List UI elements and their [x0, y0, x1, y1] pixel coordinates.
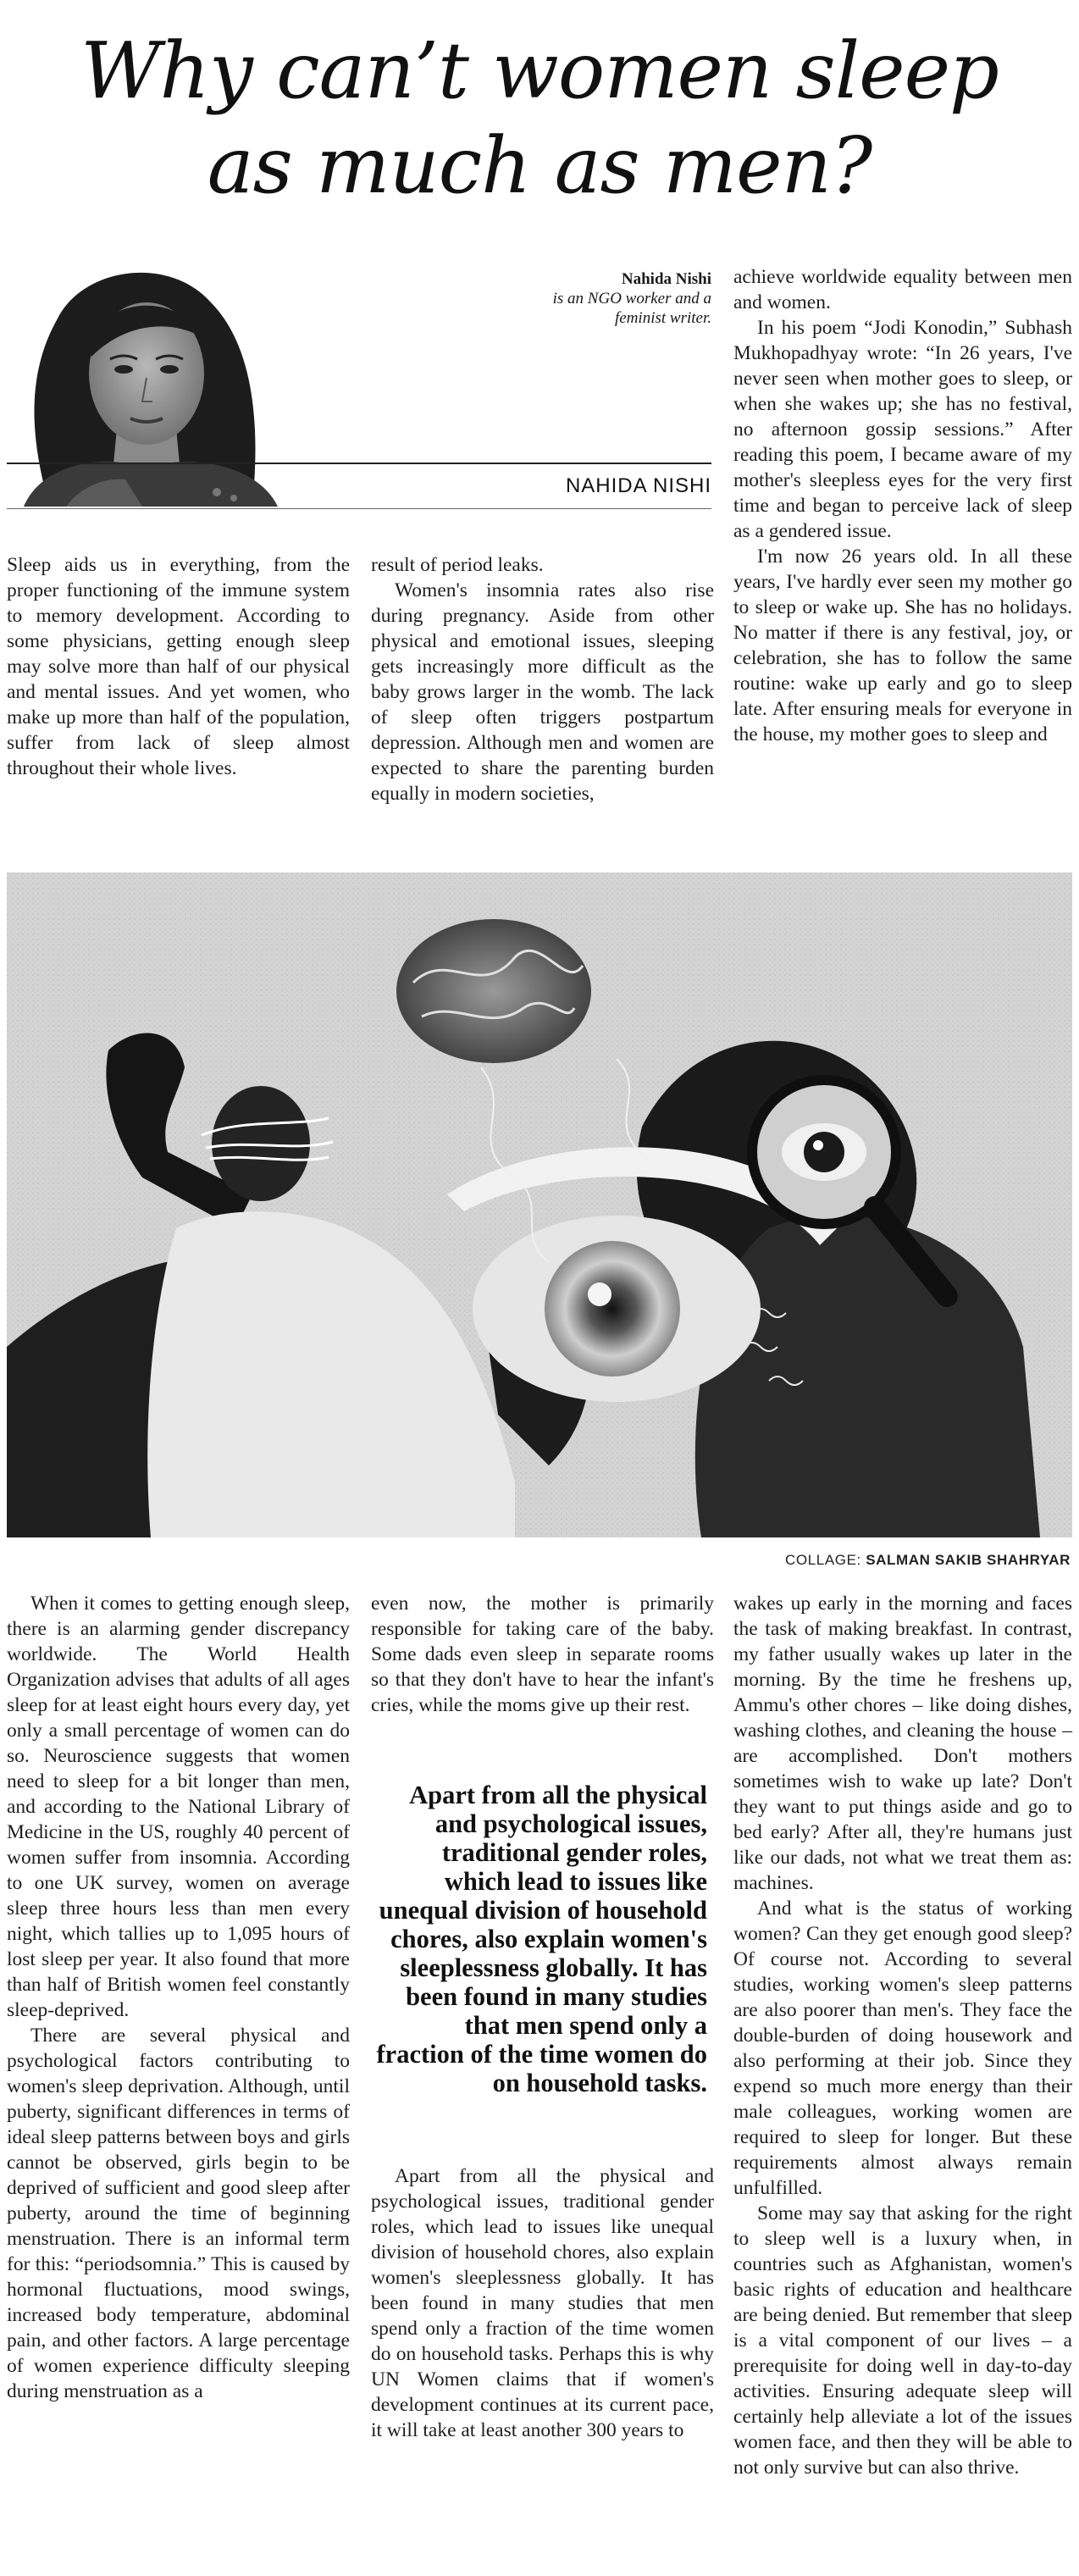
bottom-column-2-bottom: [371, 2163, 714, 2443]
collage-illustration: [7, 873, 1072, 1537]
bottom-column-1: [7, 1591, 350, 2404]
paragraph: Sleep aids us in everything, from the proper functioning of the immune system to memory development. According to some physicians, getting enough sleep may solve more than half of our physical and mental issues. And yet women, who make up more than half of the population, suffer from lack of sleep almost throughout their whole lives.: [7, 554, 350, 779]
author-photo: [7, 251, 298, 507]
top-column-3: [733, 264, 1072, 747]
paragraph: In his poem “Jodi Konodin,” Subhash Mukhopadhyay wrote: “In 26 years, I've never seen when mother goes to sleep, or when she wakes up; she has no festival, no afternoon gossip sessions.” After reading this poem, I became aware of my mother's sleepless eyes for the very first time and began to perceive lack of sleep as a gendered issue.: [733, 317, 1072, 542]
paragraph: There are several physical and psychological factors contributing to women's sleep deprivation. Although, until puberty, significant differences in terms of ideal sleep patterns between boys and girls cannot be observed, girls begin to be deprived of sufficient and good sleep after puberty, around the time of beginning menstruation. There is an informal term for this: “periodsomnia.” This is caused by hormonal fluctuations, mood swings, increased body temperature, abdominal pain, and other factors. A large percentage of women experience difficulty sleeping during menstruation as a: [7, 2025, 350, 2402]
paragraph: When it comes to getting enough sleep, there is an alarming gender discrepancy worldwide. The World Health Organization advises that adults of all ages sleep for at least eight hours every day, yet only a small percentage of women can do so. Neuroscience suggests that women need to sleep for a bit longer than men, and according to the National Library of Medicine in the US, roughly 40 percent of women suffer from insomnia. According to one UK survey, women on average sleep three hours less than men every night, which tallies up to 1,095 hours of lost sleep per year. It also found that more than half of British women feel constantly sleep-deprived.: [7, 1593, 350, 2021]
paragraph: Women's insomnia rates also rise during pregnancy. Aside from other physical and emotional issues, sleeping gets increasingly more difficult as the baby grows larger in the womb. The lack of sleep often triggers postpartum depression. Although men and women are expected to share the parenting burden equally in modern societies,: [371, 579, 714, 805]
bottom-column-3: [733, 1591, 1072, 2480]
paragraph: Some may say that asking for the right to sleep well is a luxury when, in countries such as Afghanistan, women's basic rights of education and healthcare are being denied. But remember that sleep is a vital component of our lives – a prerequisite for doing well in day-to-day activities. Ensuring adequate sleep will certainly help alleviate a lot of the issues women face, and then they will be able to not only survive but can also thrive.: [733, 2202, 1072, 2479]
paragraph: I'm now 26 years old. In all these years, I've hardly ever seen my mother go to sleep or wake up. She has no holidays. No matter if there is any festival, joy, or celebration, she has to follow the same routine: wake up early and go to sleep late. After ensuring meals for everyone in the house, my mother goes to sleep and: [733, 546, 1072, 745]
author-rule-top: [7, 463, 711, 464]
author-description-1: is an NGO worker and a: [552, 290, 711, 307]
author-description-2: feminist writer.: [614, 309, 711, 327]
paragraph: achieve worldwide equality between men and women.: [733, 266, 1072, 313]
paragraph: even now, the mother is primarily responsible for taking care of the baby. Some dads even sleep in separate rooms so that they don't have to hear the infant's cries, while the moms give up their rest.: [371, 1593, 714, 1716]
collage-credit-label: COLLAGE:: [785, 1552, 861, 1568]
headline-line-2: as much as men?: [207, 120, 872, 211]
top-column-2: [371, 552, 714, 806]
paragraph: result of period leaks.: [371, 554, 544, 576]
paragraph: Apart from all the physical and psychological issues, traditional gender roles, which lead to issues like unequal division of household chores, also explain women's sleeplessness globally. It has been found in many studies that men spend only a fraction of the time women do on household tasks. Perhaps this is why UN Women claims that if women's development continues at its current pace, it will take at least another 300 years to: [371, 2165, 714, 2441]
collage-credit: [785, 1552, 1071, 1569]
article-headline: [0, 24, 1079, 213]
bottom-column-2-top: [371, 1591, 714, 1718]
pull-quote: Apart from all the physical and psychological issues, traditional gender roles, which lead to issues like unequal division of household chores, also explain women's sleeplessness globally. It has been found in many studies that men spend only a fraction of the time women do on household tasks.: [376, 1781, 707, 2097]
top-column-1: [7, 552, 350, 781]
headline-line-1: Why can’t women sleep: [80, 25, 999, 116]
author-byline: [542, 269, 711, 328]
paragraph: wakes up early in the morning and faces the task of making breakfast. In contrast, my father usually wakes up later in the morning. By the time he freshens up, Ammu's other chores – like doing dishes, washing clothes, and cleaning the house – are accomplished. Don't mothers sometimes wish to wake up late? Don't they want to put things aside and go to bed early? After all, they're humans just like our dads, not what we treat them as: machines.: [733, 1593, 1072, 1894]
author-rule-bottom: [7, 508, 711, 509]
author-name: Nahida Nishi: [621, 270, 711, 288]
author-tag: NAHIDA NISHI: [565, 474, 711, 497]
collage-credit-name: SALMAN SAKIB SHAHRYAR: [866, 1552, 1071, 1568]
paragraph: And what is the status of working women? Can they get enough good sleep? Of course not. According to several studies, working women's sleep patterns are also poorer than men's. They face the double-burden of doing housework and also performing at their job. Since they expend so much more energy than their male colleagues, working women are required to sleep for longer. But these requirements almost always remain unfulfilled.: [733, 1897, 1072, 2199]
